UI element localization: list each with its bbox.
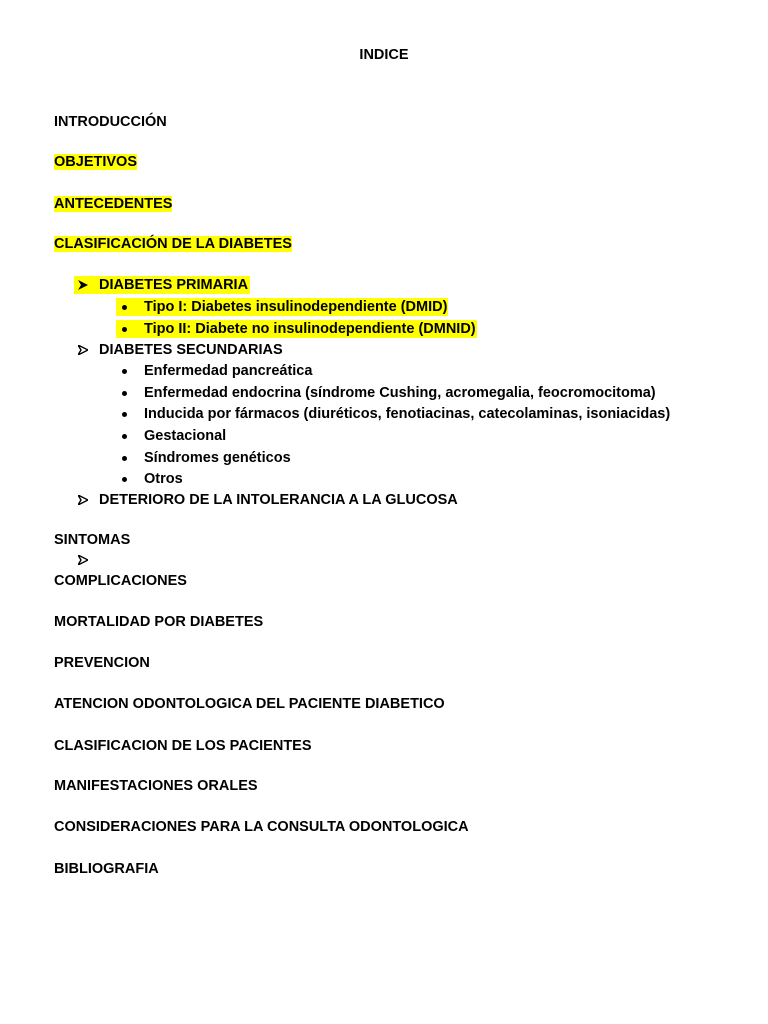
section-antecedentes [54, 195, 172, 213]
list-item-primaria-1 [116, 298, 448, 316]
arrowhead-outline-bullet-icon [78, 551, 92, 569]
round-bullet-icon [122, 369, 127, 374]
round-bullet-icon [122, 391, 127, 396]
section-consideraciones: CONSIDERACIONES PARA LA CONSULTA ODONTOLOGICA [54, 819, 469, 835]
section-objetivos-label: OBJETIVOS [54, 154, 137, 170]
section-clasificacion-pacientes: CLASIFICACION DE LOS PACIENTES [54, 738, 312, 754]
section-atencion: ATENCION ODONTOLOGICA DEL PACIENTE DIABETICO [54, 696, 445, 712]
section-clasificacion-label: CLASIFICACIÓN DE LA DIABETES [54, 236, 292, 252]
subsection-deterioro-label: DETERIORO DE LA INTOLERANCIA A LA GLUCOSA [99, 492, 458, 508]
subsection-diabetes-primaria [74, 276, 250, 294]
page-title: INDICE [359, 47, 409, 63]
list-item-label: Gestacional [144, 428, 227, 444]
subsection-diabetes-secundarias-label: DIABETES SECUNDARIAS [99, 342, 283, 358]
section-bibliografia: BIBLIOGRAFIA [54, 861, 159, 877]
subsection-deterioro [74, 491, 458, 509]
section-objetivos [54, 153, 137, 171]
section-antecedentes-label: ANTECEDENTES [54, 196, 173, 212]
arrowhead-bullet-icon [78, 276, 92, 294]
round-bullet-icon [122, 327, 127, 332]
list-item-label: Otros [144, 471, 183, 487]
round-bullet-icon [122, 477, 127, 482]
section-sintomas: SINTOMAS [54, 532, 131, 548]
section-mortalidad: MORTALIDAD POR DIABETES [54, 614, 264, 630]
arrowhead-outline-bullet-icon [78, 491, 92, 509]
subsection-diabetes-primaria-label: DIABETES PRIMARIA [99, 277, 249, 293]
section-complicaciones: COMPLICACIONES [54, 573, 187, 589]
round-bullet-icon [122, 412, 127, 417]
round-bullet-icon [122, 434, 127, 439]
list-item-label: Inducida por fármacos (diuréticos, fenotiacinas, catecolaminas, isoniacidas) [144, 406, 671, 422]
list-item-label: Tipo I: Diabetes insulinodependiente (DMID) [144, 299, 448, 315]
list-item-label: Enfermedad endocrina (síndrome Cushing, acromegalia, feocromocitoma) [144, 385, 656, 401]
round-bullet-icon [122, 305, 127, 310]
list-item-secundarias-5 [116, 449, 291, 467]
list-item-secundarias-3 [116, 405, 670, 423]
list-item-primaria-2 [116, 320, 477, 338]
section-clasificacion [54, 235, 292, 253]
section-manifestaciones: MANIFESTACIONES ORALES [54, 778, 258, 794]
list-item-secundarias-6 [116, 470, 183, 488]
subsection-diabetes-secundarias [74, 341, 283, 359]
section-introduccion: INTRODUCCIÓN [54, 114, 167, 130]
empty-arrowhead-bullet [78, 551, 92, 569]
list-item-label: Enfermedad pancreática [144, 363, 313, 379]
list-item-label: Síndromes genéticos [144, 450, 291, 466]
list-item-label: Tipo II: Diabete no insulinodependiente (DMNID) [144, 321, 476, 337]
list-item-secundarias-4 [116, 427, 226, 445]
list-item-secundarias-1 [116, 362, 312, 380]
list-item-secundarias-2 [116, 384, 656, 402]
arrowhead-outline-bullet-icon [78, 341, 92, 359]
round-bullet-icon [122, 456, 127, 461]
section-prevencion: PREVENCION [54, 655, 150, 671]
